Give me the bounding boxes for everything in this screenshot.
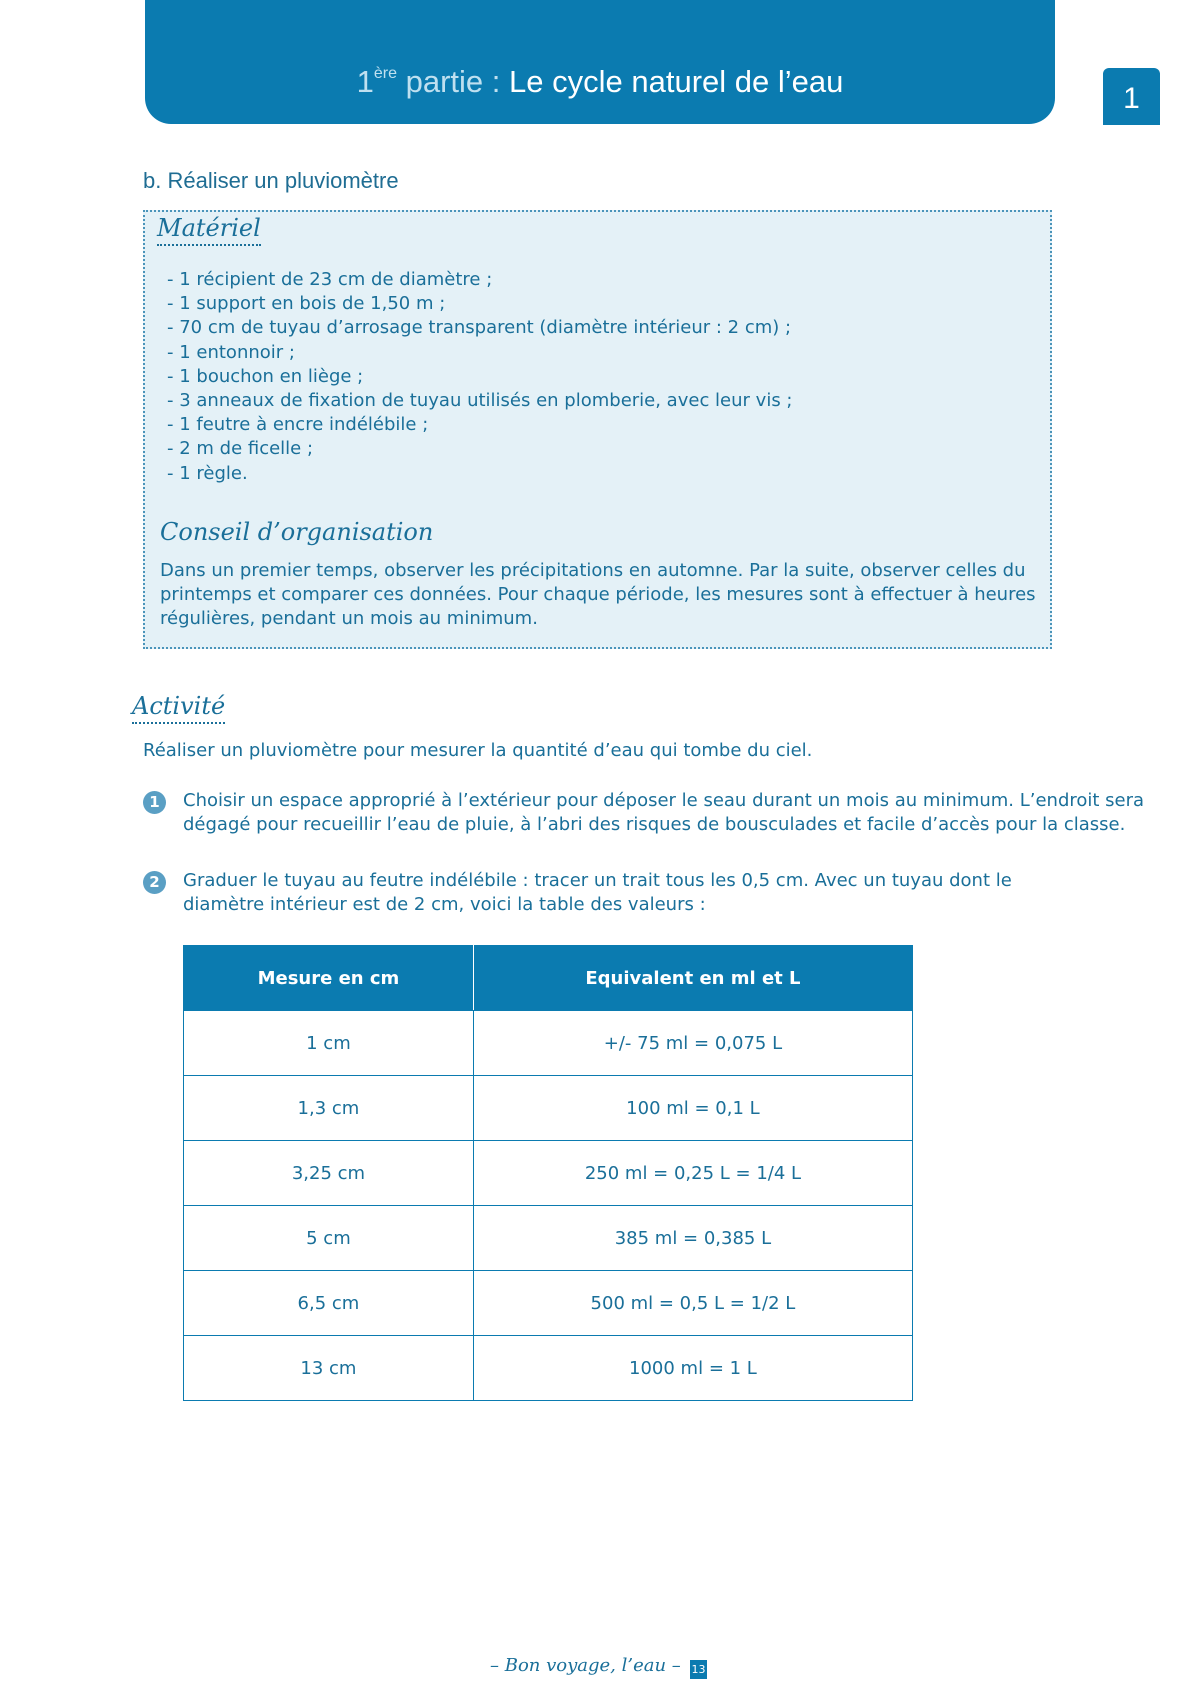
table-cell: 1,3 cm: [184, 1076, 474, 1141]
conseil-text: Dans un premier temps, observer les précipitations en automne. Par la suite, observer celles du printemps et comparer ces données. Pour chaque période, les mesures sont à effectuer à heures régulières, pendant un mois au minimum.: [160, 560, 1036, 629]
table-cell: 250 ml = 0,25 L = 1/4 L: [473, 1141, 912, 1206]
list-item: - 1 règle.: [167, 462, 248, 484]
part-number: 1: [356, 64, 374, 99]
list-item: - 70 cm de tuyau d’arrosage transparent (diamètre intérieur : 2 cm) ;: [167, 317, 792, 339]
part-number-suffix: ère: [373, 65, 397, 82]
step-text: Graduer le tuyau au feutre indélébile : tracer un trait tous les 0,5 cm. Avec un tuyau dont le diamètre intérieur est de 2 cm, voici la table des valeurs :: [183, 870, 1012, 915]
table-cell: 13 cm: [184, 1336, 474, 1401]
table-cell: 385 ml = 0,385 L: [473, 1206, 912, 1271]
list-item: - 3 anneaux de fixation de tuyau utilisés en plomberie, avec leur vis ;: [167, 390, 793, 412]
step-text: Choisir un espace approprié à l’extérieur pour déposer le seau durant un mois au minimum. L’endroit sera dégagé pour recueillir l’eau de pluie, à l’abri des risques de bousculades et facile d’accès pour la classe.: [183, 790, 1145, 835]
part-label: partie :: [405, 64, 501, 99]
list-item: - 1 récipient de 23 cm de diamètre ;: [167, 269, 493, 290]
materials-list: [167, 268, 792, 486]
table-row: [184, 1141, 913, 1206]
column-header-equivalent: Equivalent en ml et L: [473, 946, 912, 1011]
list-item: - 2 m de ficelle ;: [167, 438, 314, 460]
conseil-heading: Conseil d’organisation: [160, 518, 434, 546]
table-row: [184, 1271, 913, 1336]
column-header-mesure: Mesure en cm: [184, 946, 474, 1011]
step-number-badge: 1: [143, 791, 166, 814]
table-row: [184, 1011, 913, 1076]
table-header-row: [184, 946, 913, 1011]
page-header-banner: [145, 0, 1055, 124]
part-title: Le cycle naturel de l’eau: [509, 64, 844, 99]
table-row: [184, 1336, 913, 1401]
activite-heading: Activité: [132, 692, 225, 724]
table-cell: 1000 ml = 1 L: [473, 1336, 912, 1401]
table-cell: 100 ml = 0,1 L: [473, 1076, 912, 1141]
chapter-tab: 1: [1103, 68, 1160, 125]
list-item: - 1 support en bois de 1,50 m ;: [167, 293, 446, 315]
list-item: - 1 feutre à encre indélébile ;: [167, 414, 429, 436]
table-cell: 6,5 cm: [184, 1271, 474, 1336]
table-row: [184, 1076, 913, 1141]
table-cell: 3,25 cm: [184, 1141, 474, 1206]
table-row: [184, 1206, 913, 1271]
list-item: - 1 bouchon en liège ;: [167, 365, 364, 387]
table-cell: 1 cm: [184, 1011, 474, 1076]
table-cell: 500 ml = 0,5 L = 1/2 L: [473, 1271, 912, 1336]
table-cell: +/- 75 ml = 0,075 L: [473, 1011, 912, 1076]
page-number: 13: [690, 1660, 707, 1679]
table-cell: 5 cm: [184, 1206, 474, 1271]
list-item: - 1 entonnoir ;: [167, 341, 295, 363]
section-title: b. Réaliser un pluviomètre: [143, 168, 399, 193]
page-header-title: [145, 54, 1055, 102]
materiel-heading: Matériel: [157, 214, 261, 246]
step-number-badge: 2: [143, 871, 166, 894]
activity-intro: Réaliser un pluviomètre pour mesurer la quantité d’eau qui tombe du ciel.: [143, 740, 813, 761]
footer-text: – Bon voyage, l’eau –: [490, 1655, 681, 1676]
values-table: [183, 945, 913, 1401]
